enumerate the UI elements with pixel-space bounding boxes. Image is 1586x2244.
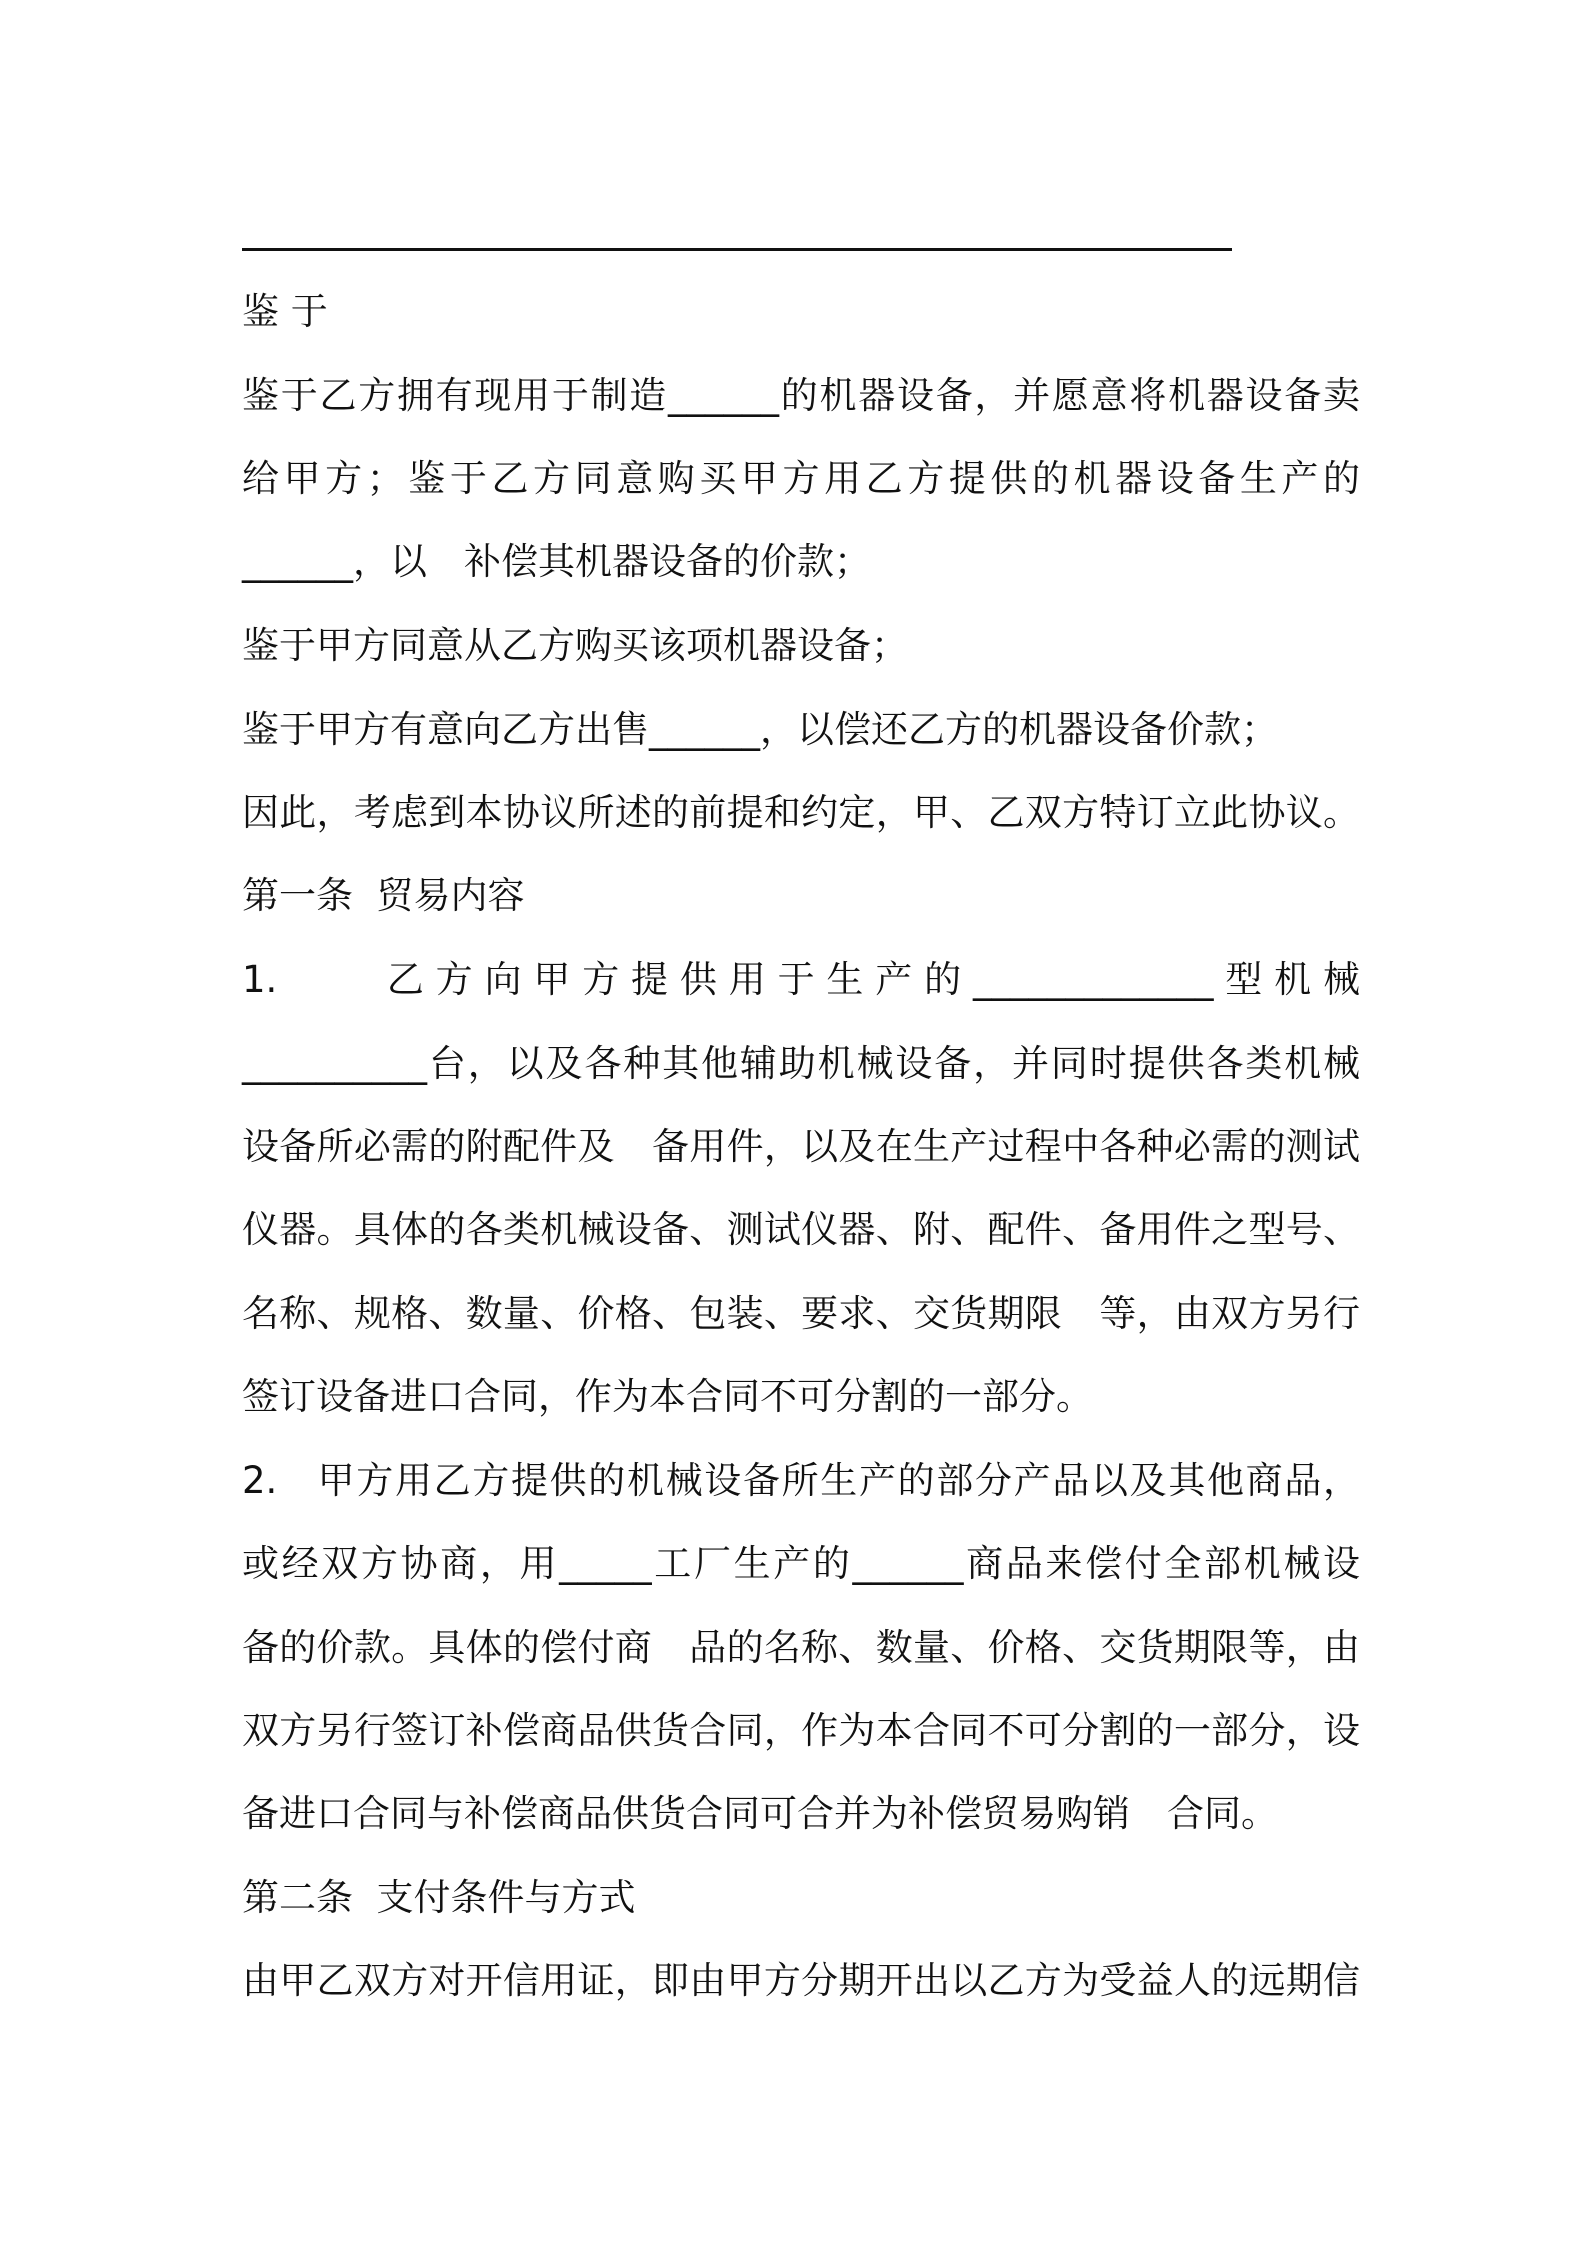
paragraph-line: 备的价款。具体的偿付商 品的名称、数量、价格、交货期限等，由 <box>242 1626 1360 1669</box>
paragraph-line: 1. 乙方向甲方提供用于生产的_____________型机械 <box>242 958 1360 1001</box>
paragraph-line: ______，以 补偿其机器设备的价款； <box>242 540 871 583</box>
section-heading-whereas: 鉴 于 <box>242 290 328 333</box>
paragraph-line: 签订设备进口合同，作为本合同不可分割的一部分。 <box>242 1375 1093 1418</box>
paragraph-line: 因此，考虑到本协议所述的前提和约定，甲、乙双方特订立此协议。 <box>242 791 1360 834</box>
top-divider-line <box>242 248 1232 251</box>
paragraph-line: 双方另行签订补偿商品供货合同，作为本合同不可分割的一部分，设 <box>242 1709 1360 1752</box>
article-heading: 第一条 贸易内容 <box>242 874 525 917</box>
paragraph-line: 仪器。具体的各类机械设备、测试仪器、附、配件、备用件之型号、 <box>242 1208 1360 1251</box>
paragraph-line: 由甲乙双方对开信用证，即由甲方分期开出以乙方为受益人的远期信 <box>242 1959 1360 2002</box>
paragraph-line: 名称、规格、数量、价格、包装、要求、交货期限 等，由双方另行 <box>242 1292 1360 1335</box>
article-heading: 第二条 支付条件与方式 <box>242 1876 636 1919</box>
paragraph-line: 或经双方协商，用_____工厂生产的______商品来偿付全部机械设 <box>242 1542 1360 1585</box>
paragraph-line: 备进口合同与补偿商品供货合同可合并为补偿贸易购销 合同。 <box>242 1792 1278 1835</box>
paragraph-line: 2. 甲方用乙方提供的机械设备所生产的部分产品以及其他商品， <box>242 1459 1360 1502</box>
paragraph-line: 鉴于甲方有意向乙方出售______，以偿还乙方的机器设备价款； <box>242 708 1278 751</box>
paragraph-line: 给甲方；鉴于乙方同意购买甲方用乙方提供的机器设备生产的 <box>242 457 1360 500</box>
paragraph-line: 鉴于甲方同意从乙方购买该项机器设备； <box>242 624 908 667</box>
paragraph-line: 鉴于乙方拥有现用于制造______的机器设备，并愿意将机器设备卖 <box>242 374 1360 417</box>
paragraph-line: 设备所必需的附配件及 备用件，以及在生产过程中各种必需的测试 <box>242 1125 1360 1168</box>
paragraph-line: __________台，以及各种其他辅助机械设备，并同时提供各类机械 <box>242 1042 1360 1085</box>
